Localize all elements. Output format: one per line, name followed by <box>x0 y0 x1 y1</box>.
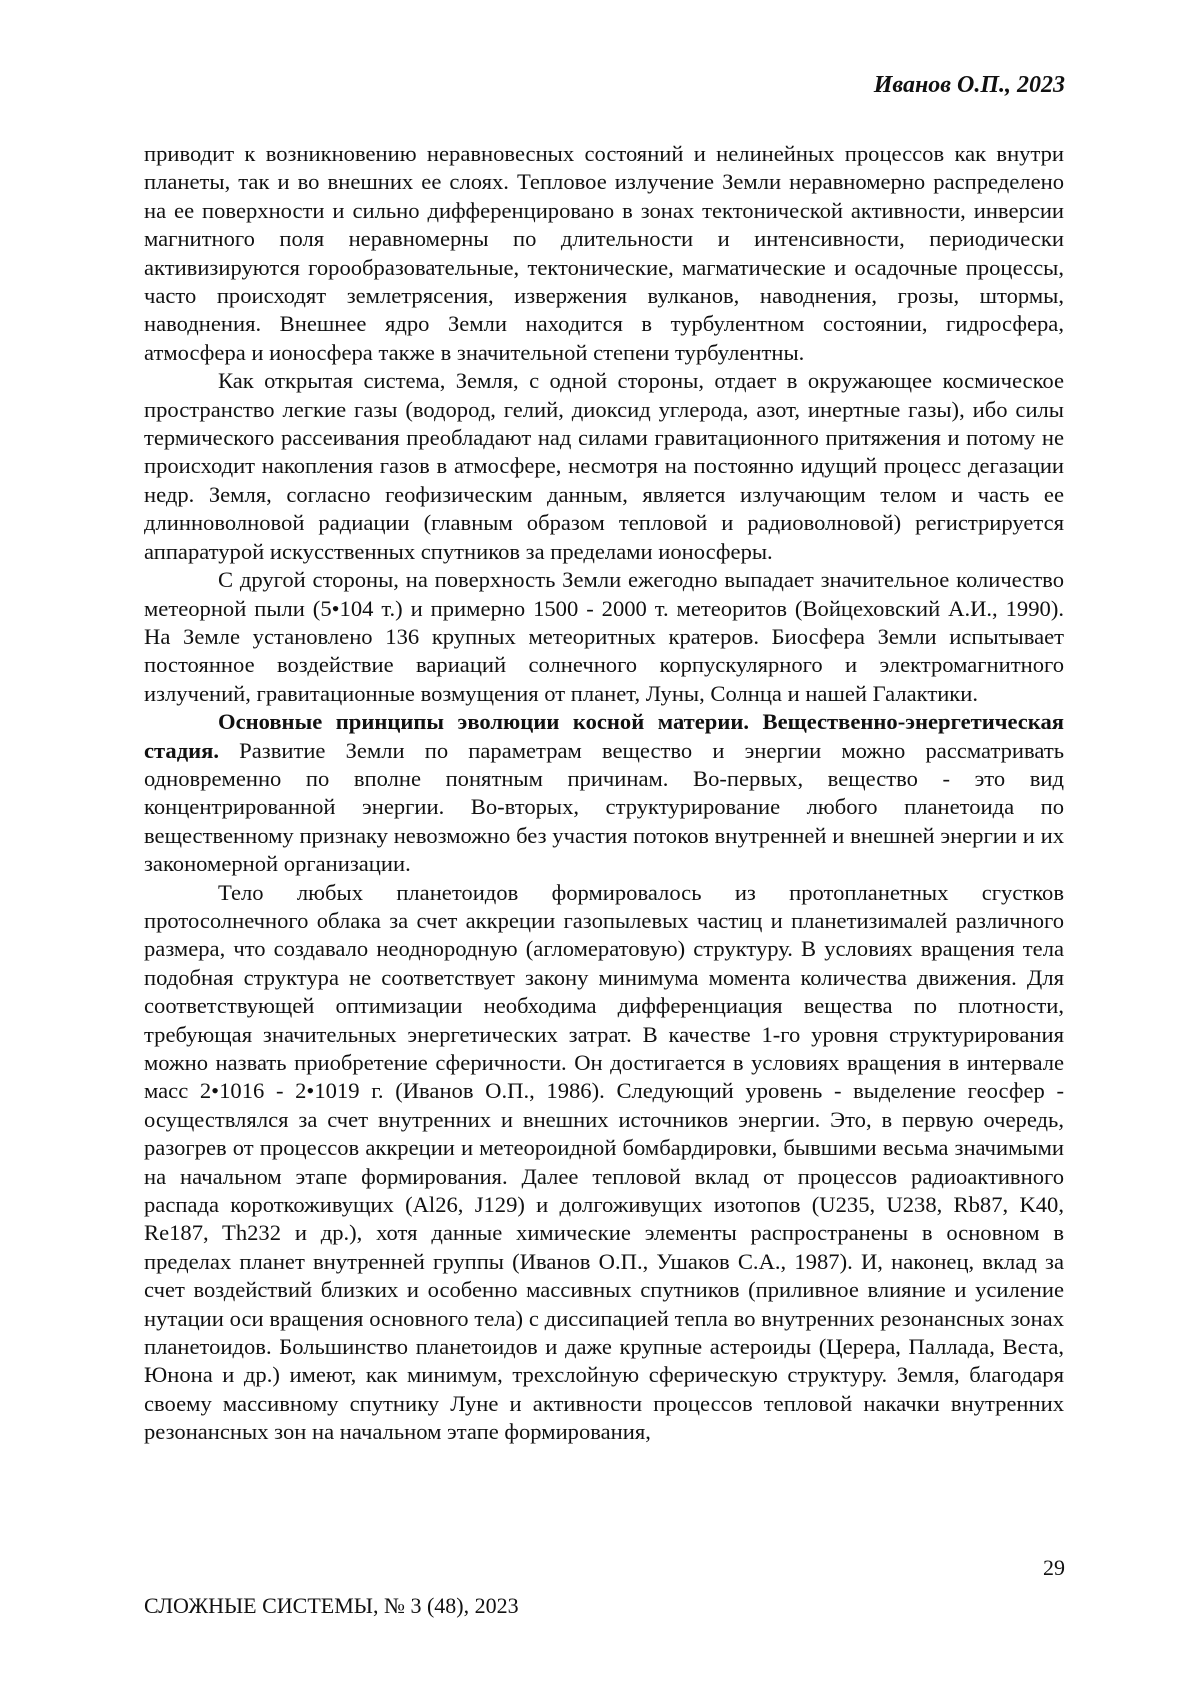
paragraph-evolution-principles <box>144 708 1064 878</box>
paragraph-continuation: приводит к возникновению неравновесных состояний и нелинейных процессов как внутри планеты, так и во внешних ее слоях. Тепловое излучение Земли неравномерно распределено на ее поверхности и сильно дифференцировано в зонах тектонической активности, инверсии магнитного поля неравномерны по длительности и интенсивности, периодически активизируются горообразовательные, тектонические, магматические и осадочные процессы, часто происходят землетрясения, извержения вулканов, наводнения, грозы, штормы, наводнения. Внешнее ядро Земли находится в турбулентном состоянии, гидросфера, атмосфера и ионосфера также в значительной степени турбулентны. <box>144 140 1064 367</box>
paragraph-evolution-text: Развитие Земли по параметрам вещество и энергии можно рассматривать одновременно по вполне понятным причинам. Во-первых, вещество - это вид концентрированной энергии. Во-вторых, структурирование любого планетоида по вещественному признаку невозможно без участия потоков внутренней и внешней энергии и их закономерной организации. <box>144 738 1064 877</box>
paragraph-planetoid-formation: Тело любых планетоидов формировалось из протопланетных сгустков протосолнечного облака за счет аккреции газопылевых частиц и планетизималей различного размера, что создавало неоднородную (агломератовую) структуру. В условиях вращения тела подобная структура не соответствует закону минимума момента количества движения. Для соответствующей оптимизации необходима дифференциация вещества по плотности, требующая значительных энергетических затрат. В качестве 1-го уровня структурирования можно назвать приобретение сферичности. Он достигается в условиях вращения в интервале масс 2•1016 - 2•1019 г. (Иванов О.П., 1986). Следующий уровень - выделение геосфер - осуществлялся за счет внутренних и внешних источников энергии. Это, в первую очередь, разогрев от процессов аккреции и метеороидной бомбардировки, бывшими весьма значимыми на начальном этапе формирования. Далее тепловой вклад от процессов радиоактивного распада короткоживущих (Al26, J129) и долгоживущих изотопов (U235, U238, Rb87, K40, Re187, Th232 и др.), хотя данные химические элементы распространены в основном в пределах планет внутренней группы (Иванов О.П., Ушаков С.А., 1987). И, наконец, вклад за счет воздействий близких и особенно массивных спутников (приливное влияние и усиление нутации оси вращения основного тела) с диссипацией тепла во внутренних резонансных зонах планетоидов. Большинство планетоидов и даже крупные астероиды (Церера, Паллада, Веста, Юнона и др.) имеют, как минимум, трехслойную сферическую структуру. Земля, благодаря своему массивному спутнику Луне и активности процессов тепловой накачки внутренних резонансных зон на начальном этапе формирования, <box>144 879 1064 1447</box>
page-number: 29 <box>1043 1555 1065 1581</box>
section-heading-inline: Основные принципы эволюции косной материи. Вещественно-энергетическая стадия. <box>144 709 1064 762</box>
running-header-author: Иванов О.П., 2023 <box>874 72 1065 99</box>
paragraph-meteor-dust: С другой стороны, на поверхность Земли ежегодно выпадает значительное количество метеорной пыли (5•104 т.) и примерно 1500 - 2000 т. метеоритов (Войцеховский А.И., 1990). На Земле установлено 136 крупных метеоритных кратеров. Биосфера Земли испытывает постоянное воздействие вариаций солнечного корпускулярного и электромагнитного излучений, гравитационные возмущения от планет, Луны, Солнца и нашей Галактики. <box>144 566 1064 708</box>
paragraph-open-system: Как открытая система, Земля, с одной стороны, отдает в окружающее космическое пространство легкие газы (водород, гелий, диоксид углерода, азот, инертные газы), ибо силы термического рассеивания преобладают над силами гравитационного притяжения и потому не происходит накопления газов в атмосфере, несмотря на постоянно идущий процесс дегазации недр. Земля, согласно геофизическим данным, является излучающим телом и часть ее длинноволновой радиации (главным образом тепловой и радиоволновой) регистрируется аппаратурой искусственных спутников за пределами ионосферы. <box>144 367 1064 566</box>
journal-footer: СЛОЖНЫЕ СИСТЕМЫ, № 3 (48), 2023 <box>144 1593 519 1619</box>
article-body <box>144 140 1064 1447</box>
